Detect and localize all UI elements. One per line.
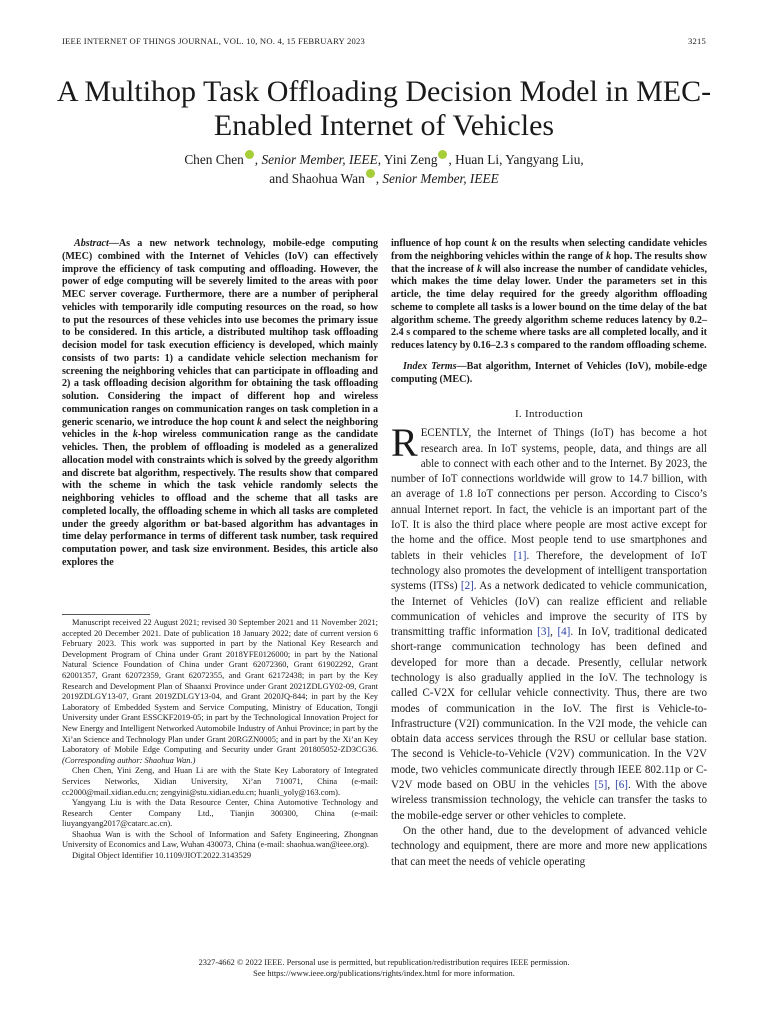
footnote-divider [62,614,150,615]
drop-cap: R [391,420,418,466]
orcid-icon[interactable] [245,150,254,159]
author-list: Chen Chen , Senior Member, IEEE, Yini Zeng , Huan Li, Yangyang Liu, and Shaohua Wan , Senior Member, IEEE [184,152,584,186]
footnote-manuscript: Manuscript received 22 August 2021; revised 30 September 2021 and 11 November 2021; accepted 20 December 2021. Date of publication 18 January 2022; date of current version 6 February 2023. This work was supported in part by the National Key Research and Development Program of China under Grant 2018YFE0126000; in part by the National Natural Science Foundation of China under Grant 62072360, Grant 61902292, Grant 62001357, Grant 62072359, Grant 62072355, and Grant 62172438; in part by the Key Research and Development Plan of Shaanxi Province under Grant 2021ZDLGY02-09, Grant 2019ZDLGY13-07, Grant 2019ZDLGY13-04, and Grant 2020JQ-844; in part by the Key Laboratory of Embedded System and Service Computing, Ministry of Education, Tongji University under Grant ESSCKF2019-05; in part by the Technological Innovation Project for New Energy and Intelligent Networked Automobile Industry of Anhui Province; in part by the Xi’an Science and Technology Plan under Grant 20RGZN0005; and in part by the Xi’an Key Laboratory of Mobile Edge Computing and Security under Grant 201805052-ZD3CG36. (Corresponding author: Shaohua Wan.) [62,618,378,765]
citation-link[interactable]: [2] [460,580,474,593]
author-name: Yini Zeng [383,152,438,167]
abstract-continued: influence of hop count k on the results when selecting candidate vehicles from the neighboring vehicles within the range of k hop. The results show that the increase of k will also increase the number of candidate vehicles, which makes the time delay lower. Under the parameters set in this article, the time delay required for the greedy algorithm offloading scheme to complete all tasks is a lower bound on the time delay of the bat algorithm scheme. The greedy algorithm scheme reduces latency by 0.2–2.4 s compared to the scheme where tasks are all completed locally, and it reduces latency by 0.16–2.3 s compared to the random offloading scheme. [391,238,708,351]
author-role: Senior Member, IEEE [382,171,499,186]
author-name: Chen Chen [184,152,244,167]
right-column [391,238,707,870]
intro-paragraph: RECENTLY, the Internet of Things (IoT) has become a hot research area. In IoT systems, people, data, and things are all able to connect with each other and to the Internet. By 2023, the number of IoT connections worldwide will grow to 14.7 billion, with an average of 1.8 IoT connections per person. According to Cisco’s annual Internet report. In fact, the vehicle is an important part of the IoT. It is also the third place where people are most active except for the home and the office. Most people tend to use smartphones and tablets in their vehicles [1]. Therefore, the development of IoT technology also promotes the development of intelligent transportation systems (ITSs) [2]. As a network dedicated to vehicle communication, the Internet of Vehicles (IoV) can realize efficient and reliable communication of vehicles and improve the security of ITS by transmitting traffic information [3], [4]. In IoV, traditional dedicated short-range communication technology has been defined and developed for more than a decade. Presently, cellular network technology is also gradually applied in the IoV. The technology is called C-V2X for cellular vehicle connectivity. Thus, there are two modes of communication in the IoV. The first is Vehicle-to-Infrastructure (V2I) communication. In the V2I mode, the vehicle can obtain data access services through the RSU or cellular base station. The second is Vehicle-to-Vehicle (V2V) communication. In the V2V mode, two vehicles communicate directly through IEEE 802.11p or C-V2V mode based on OBU in the vehicles [5], [6]. With the above wireless transmission technology, the vehicle can transfer the tasks to the mobile-edge server or other vehicles to complete. [391,420,707,822]
abstract-label: Abstract [74,238,109,249]
citation-link[interactable]: [4] [557,626,571,639]
citation-link[interactable]: [1] [513,549,527,562]
copyright-line: 2327-4662 © 2022 IEEE. Personal use is permitted, but republication/redistribution requires IEEE permission. [198,958,570,967]
copyright-line: See https://www.ieee.org/publications/rights/index.html for more information. [253,969,515,978]
author-name: Huan Li [455,152,500,167]
orcid-icon[interactable] [438,150,447,159]
index-terms-label: Index Terms [403,360,457,372]
footnote-doi: Digital Object Identifier 10.1109/JIOT.2022.3143529 [72,851,252,861]
left-column [62,238,378,570]
author-role: Senior Member, IEEE [261,152,378,167]
orcid-icon[interactable] [366,169,375,178]
footnote-affiliation: Yangyang Liu is with the Data Resource Center, China Automotive Technology and Research Center Company Ltd., Tianjin 300300, China (e-mail: liuyangyang2017@catarc.ac.cn). [62,798,378,829]
copyright-notice [0,957,768,979]
citation-link[interactable]: [6] [615,779,628,792]
author-name: Yangyang Liu, [505,152,584,167]
abstract: Abstract—As a new network technology, mobile-edge computing (MEC) combined with the Internet of Vehicles (IoV) can effectively improve the efficiency of task computing and offloading. However, the power of edge computing will be severely limited to the areas with poor MEC server coverage. Furthermore, there are a number of peripheral vehicles with temporarily idle computing resources on the road, so how to put the resources of these vehicles into use becomes the primary issue to be considered. In this article, a distributed multihop task offloading decision model for task execution efficiency is developed, which mainly consists of two parts: 1) a candidate vehicle selection mechanism for screening the neighboring vehicles that can participate in offloading and 2) a task offloading decision algorithm for obtaining the task offloading solution. Considering the impact of different hop and wireless communication ranges on communication ranges on task completion in a generic scenario, we introduce the hop count k and select the neighboring vehicles in the k-hop wireless communication range as the candidate vehicles. Then, the problem of offloading is modeled as a generalized allocation model with constraints which is solved by the greedy algorithm and discrete bat algorithm, respectively. The results show that compared with the scheme in which the task vehicle randomly selects the neighboring vehicles to offload and the scheme that all tasks are completed locally, the offloading scheme in which all tasks are completed under the greedy algorithm or bat-based algorithm has advantages in time delay performance in terms of different task number, task required computation power, and task size environment. Besides, this article also explores the [62,238,378,568]
citation-link[interactable]: [5] [594,779,608,792]
running-header [62,36,706,48]
footnotes [62,618,378,862]
page-number: 3215 [688,36,706,46]
author-name: and Shaohua Wan [269,171,365,186]
footnote-affiliation: Chen Chen, Yini Zeng, and Huan Li are with the State Key Laboratory of Integrated Services Networks, Xidian University, Xi’an 710071, China (e-mail: cc2000@mail.xidian.edu.cn; zengyini@stu.xidian.edu.cn; huanli_yoly@163.com). [62,766,378,797]
index-terms: Index Terms—Bat algorithm, Internet of Vehicles (IoV), mobile-edge computing (MEC). [391,360,707,385]
journal-name: IEEE INTERNET OF THINGS JOURNAL, VOL. 10, NO. 4, 15 FEBRUARY 2023 [62,36,365,46]
footnote-affiliation: Shaohua Wan is with the School of Information and Safety Engineering, Zhongnan University of Economics and Law, Wuhan 430073, China (e-mail: shaohua.wan@ieee.org). [62,829,378,850]
section-heading: I. Introduction [514,408,584,421]
intro-paragraph: On the other hand, due to the development of advanced vehicle technology and equipment, there are more and more new applications that can meet the needs of vehicle operating [391,824,707,868]
citation-link[interactable]: [3] [537,626,551,639]
paper-title: A Multihop Task Offloading Decision Model in MEC-Enabled Internet of Vehicles [56,75,712,142]
